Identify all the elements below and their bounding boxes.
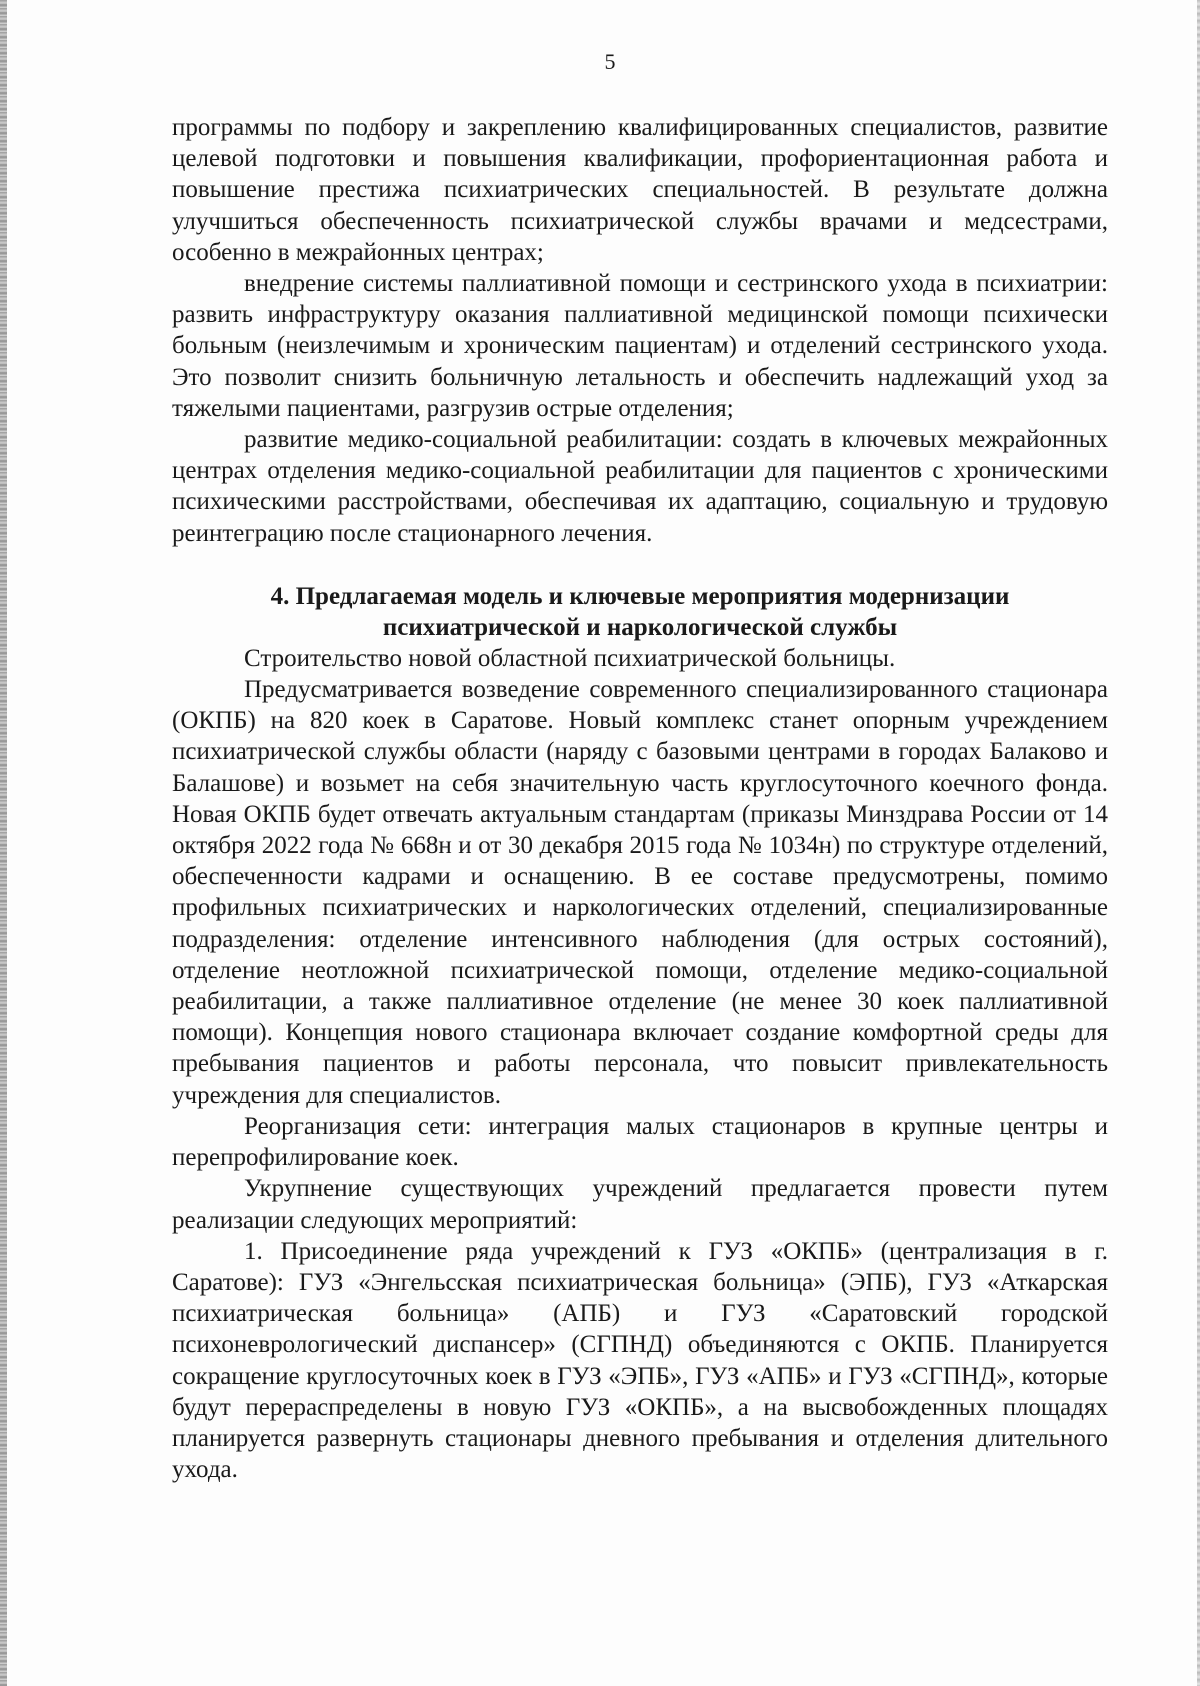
paragraph-new-hospital-title: Строительство новой областной психиатрической больницы. <box>244 644 896 672</box>
paragraph-continued: программы по подбору и закреплению квалифицированных специалистов, развитие целевой подготовки и повышения квалификации, профориентационная работа и повышение престижа психиатрических специальностей. В результате должна улучшиться обеспеченность психиатрической службы врачами и медсестрами, особенно в межрайонных центрах; <box>172 114 1108 266</box>
page-content <box>172 48 1108 1485</box>
paragraph-new-hospital-description: Предусматривается возведение современного специализированного стационара (ОКПБ) на 820 коек в Саратове. Новый комплекс станет опорным учреждением психиатрической службы области (наряду с базовыми центрами в городах Балаково и Балашове) и возьмет на себя значительную часть круглосуточного коечного фонда. Новая ОКПБ будет отвечать актуальным стандартам (приказы Минздрава России от 14 октября 2022 года № 668н и от 30 декабря 2015 года № 1034н) по структуре отделений, обеспеченности кадрами и оснащению. В ее составе предусмотрены, помимо профильных психиатрических и наркологических отделений, специализированные подразделения: отделение интенсивного наблюдения (для острых состояний), отделение неотложной психиатрической помощи, отделение медико-социальной реабилитации, а также паллиативное отделение (не менее 30 коек паллиативной помощи). Концепция нового стационара включает создание комфортной среды для пребывания пациентов и работы персонала, что повысит привлекательность учреждения для специалистов. <box>172 676 1108 1109</box>
paragraph-consolidation-intro: Укрупнение существующих учреждений предлагается провести путем реализации следующих мероприятий: <box>172 1175 1108 1234</box>
paragraph-network-reorganization: Реорганизация сети: интеграция малых стационаров в крупные центры и перепрофилирование коек. <box>172 1112 1108 1172</box>
paragraph-palliative-care: внедрение системы паллиативной помощи и сестринского ухода в психиатрии: развить инфраструктуру оказания паллиативной медицинской помощи психически больным (неизлечимым и хроническим пациентам) и отделений сестринского ухода. Это позволит снизить больничную летальность и обеспечить надлежащий уход за тяжелыми пациентами, разгрузив острые отделения; <box>172 270 1108 422</box>
page-number: 5 <box>604 49 616 74</box>
scan-edge-left <box>0 0 7 1686</box>
section-heading: 4. Предлагаемая модель и ключевые мероприятия модернизации психиатрической и наркологической службы <box>270 582 1010 641</box>
paragraph-measure-1: 1. Присоединение ряда учреждений к ГУЗ «ОКПБ» (централизация в г. Саратове): ГУЗ «Энгельсская психиатрическая больница» (ЭПБ), ГУЗ «Аткарская психиатрическая больница» (АПБ) и ГУЗ «Саратовский городской психоневрологический диспансер» (СГПНД) объединяются с ОКПБ. Планируется сокращение круглосуточных коек в ГУЗ «ЭПБ», ГУЗ «АПБ» и ГУЗ «СГПНД», которые будут перераспределены в новую ГУЗ «ОКПБ», а на высвобожденных площадях планируется развернуть стационары дневного пребывания и отделения длительного ухода. <box>172 1237 1108 1484</box>
paragraph-rehabilitation: развитие медико-социальной реабилитации: создать в ключевых межрайонных центрах отделения медико-социальной реабилитации для пациентов с хроническими психическими расстройствами, обеспечивая их адаптацию, социальную и трудовую реинтеграцию после стационарного лечения. <box>172 426 1108 547</box>
